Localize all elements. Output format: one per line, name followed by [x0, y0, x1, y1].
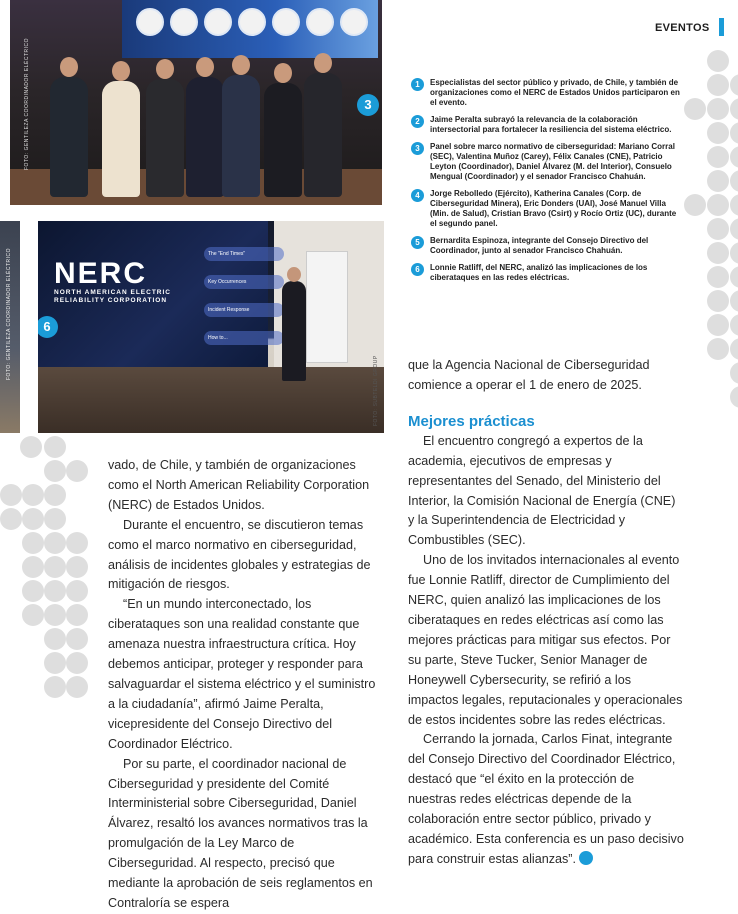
slide-agenda-item: Incident Response — [204, 303, 284, 317]
article-column-left — [108, 456, 380, 914]
photo-badge-6: 6 — [38, 316, 58, 338]
slide-agenda-item: Key Occurrences — [204, 275, 284, 289]
paragraph-closing — [408, 730, 684, 869]
paragraph: Durante el encuentro, se discutieron temas como el marco normativo en ciberseguridad, análisis de incidentes globales y estrategias de mitigación de riesgos. — [108, 517, 371, 592]
person — [146, 79, 184, 197]
nerc-subtitle-line-2: RELIABILITY CORPORATION — [54, 297, 168, 304]
caption-number: 6 — [411, 263, 424, 276]
caption-number: 4 — [411, 189, 424, 202]
photo-nerc-speaker — [38, 221, 384, 433]
photo-credit: FOTO: GENTILEZA COORDINADOR ELÉCTRICO — [24, 37, 30, 170]
section-heading: Mejores prácticas — [408, 412, 535, 430]
caption-5 — [411, 236, 683, 256]
person — [50, 77, 88, 197]
end-mark-icon — [579, 851, 593, 865]
paragraph: Uno de los invitados internacionales al evento fue Lonnie Ratliff, director de Cumplimiento del NERC, quien analizó las implicaciones de los ciberataques en redes eléctricas así como las mejores prácticas para mitigar sus efectos. Por su parte, Steve Tucker, Senior Manager de Honeywell Cybersecurity, se refirió a los impactos legales, reputacionales y operacionales de estos incidentes sobre las redes eléctricas. — [408, 553, 683, 727]
caption-6 — [411, 263, 683, 283]
speaker-portrait — [306, 8, 334, 36]
caption-text: Lonnie Ratliff, del NERC, analizó las implicaciones de los ciberataques en las redes eléctricas. — [430, 263, 648, 282]
caption-2 — [411, 115, 683, 135]
caption-1 — [411, 78, 683, 108]
paragraph: El encuentro congregó a expertos de la academia, ejecutivos de empresas y representantes del Senado, del Ministerio del Interior, la Comisión Nacional de Energía (CNE) y la Superintendencia de Electricidad y Combustibles (SEC). — [408, 433, 676, 548]
caption-number: 5 — [411, 236, 424, 249]
nerc-logo: NERC — [54, 257, 148, 290]
nerc-logo-subtitle — [54, 289, 171, 305]
person — [304, 73, 342, 197]
caption-text: Especialistas del sector público y privado, de Chile, y también de organizaciones como el NERC de Estados Unidos participaron en el evento. — [430, 78, 680, 107]
person — [264, 83, 302, 197]
nerc-subtitle-line-1: NORTH AMERICAN ELECTRIC — [54, 289, 172, 296]
person — [186, 77, 224, 197]
photo-badge-3: 3 — [357, 94, 379, 116]
slide-agenda — [204, 247, 284, 359]
roll-up-banner — [306, 251, 348, 363]
closing-text: Cerrando la jornada, Carlos Finat, integrante del Consejo Directivo del Coordinador Eléctrico, destacó que “el éxito en la protección de nuestras redes eléctricas depende de la colaboración entre sector público, privado y académico. Esta conferencia es un paso decisivo para construir estas alianzas”. — [408, 732, 684, 866]
photo-credit-left: FOTO: GENTILEZA COORDINADOR ELÉCTRICO — [6, 247, 12, 380]
person — [222, 75, 260, 197]
speaker-portrait — [204, 8, 232, 36]
article-column-right — [408, 356, 684, 870]
paragraph: Por su parte, el coordinador nacional de Ciberseguridad y presidente del Comité Interministerial sobre Ciberseguridad, Daniel Álvarez, resaltó los avances normativos tras la promulgación de la Ley Marco de Ciberseguridad. Al respecto, precisó que mediante la aprobación de seis reglamentos en Contraloría se espera — [108, 756, 373, 910]
caption-text: Jorge Rebolledo (Ejército), Katherina Canales (Corp. de Ciberseguridad Minera), Eric Donders (UAI), José Manuel Villa (Min. de Salud), Cristian Bravo (Csirt) y Rocío Ortiz (UC), durante el segundo panel. — [430, 189, 677, 228]
caption-number: 1 — [411, 78, 424, 91]
caption-number: 2 — [411, 115, 424, 128]
slide-agenda-item: The "End Times" — [204, 247, 284, 261]
photo-panel-group — [10, 0, 382, 205]
person — [102, 81, 140, 197]
caption-4 — [411, 189, 683, 229]
caption-text: Bernardita Espinoza, integrante del Consejo Directivo del Coordinador, junto al senador Francisco Chahuán. — [430, 236, 649, 255]
speaker-portrait — [170, 8, 198, 36]
photo-captions — [411, 78, 683, 290]
section-header: EVENTOS — [655, 22, 710, 34]
speaker — [282, 281, 306, 381]
caption-text: Panel sobre marco normativo de ciberseguridad: Mariano Corral (SEC), Valentina Muñoz (Carey), Félix Canales (CNE), Patricio Leyton (Coordinador), Daniel Álvarez (M. del Interior), Consuelo Mengual (Coordinador) y el senador Francisco Chahuán. — [430, 142, 675, 181]
photo-credit-right: FOTO: SUBTELDI GROUP — [373, 355, 379, 426]
section-header-bar — [719, 18, 724, 36]
caption-text: Jaime Peralta subrayó la relevancia de la colaboración intersectorial para fortalecer la resiliencia del sistema eléctrico. — [430, 115, 672, 134]
paragraph-quote: “En un mundo interconectado, los ciberataques son una realidad constante que amenaza nuestra infraestructura crítica. Hoy debemos anticipar, proteger y responder para salvaguardar el sistema eléctrico y el suministro a la ciudadanía”, afirmó Jaime Peralta, vicepresidente del Consejo Directivo del Coordinador Eléctrico. — [108, 597, 376, 751]
paragraph: vado, de Chile, y también de organizaciones como el North American Reliability Corporation (NERC) de Estados Unidos. — [108, 458, 370, 512]
paragraph: que la Agencia Nacional de Ciberseguridad comience a operar el 1 de enero de 2025. — [408, 358, 650, 392]
stage-screen — [122, 0, 378, 58]
caption-3 — [411, 142, 683, 182]
speaker-portrait — [272, 8, 300, 36]
caption-number: 3 — [411, 142, 424, 155]
slide-agenda-item: How to... — [204, 331, 284, 345]
speaker-portrait — [340, 8, 368, 36]
stage-floor — [38, 367, 384, 433]
speaker-portrait — [136, 8, 164, 36]
speaker-portrait — [238, 8, 266, 36]
